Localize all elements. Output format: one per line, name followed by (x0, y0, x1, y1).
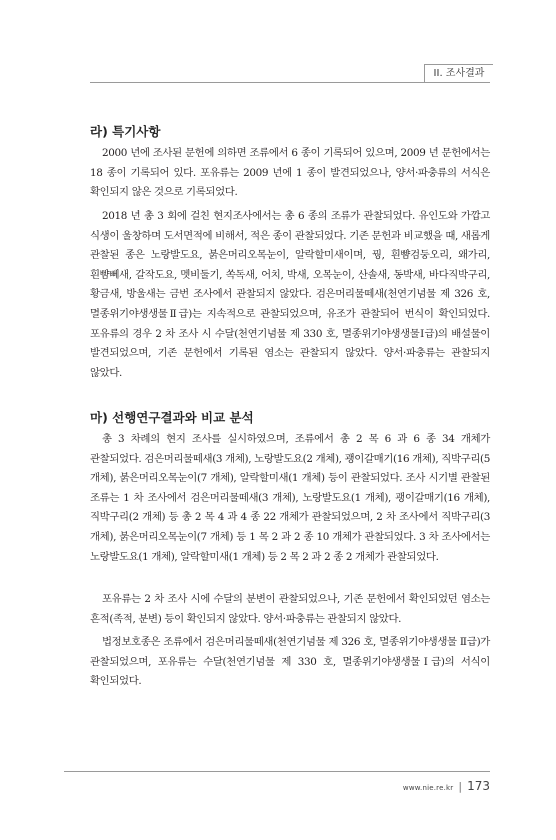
footer-separator: | (458, 780, 463, 793)
paragraph: 법정보호종은 조류에서 검은머리물떼새(천연기념물 제 326 호, 멸종위기야생생물 Ⅱ급)가 관찰되었으며, 포유류는 수달(천연기념물 제 330 호, 멸종위기야생생물Ⅰ급)의 서식이 확인되었다. (90, 636, 490, 688)
section-heading-comparison: 마) 선행연구결과와 비교 분석 (90, 410, 254, 425)
running-header: II. 조사결과 (424, 64, 493, 83)
page-number: 173 (467, 779, 490, 793)
section-heading-remarks: 라) 특기사항 (90, 124, 161, 139)
footer-url: www.nie.re.kr (402, 784, 454, 792)
paragraph: 총 3 차례의 현지 조사를 실시하였으며, 조류에서 총 2 목 6 과 6 종 34 개체가 관찰되었다. 검은머리물떼새(3 개체), 노랑발도요(2 개체), 괭이갈매기(16 개체), 직박구리(5 개체), 붉은머리오목눈이(7 개체), 알락할미새(1 개체) 등이 관찰되었다. 조사 시기별 관찰된 조류는 1 차 조사에서 검은머리물떼새(3 개체), 노랑발도요(1 개체), 괭이갈매기(16 개체), 직박구리(2 개체) 등 총 2 목 4 과 4 종 22 개체가 관찰되었으며, 2 차 조사에서 직박구리(3 개체), 붉은머리오목눈이(7 개체) 등 1 목 2 과 2 종 10 개체가 관찰되었다. 3 차 조사에서는 노랑발도요(1 개체), 알락할미새(1 개체) 등 2 목 2 과 2 종 2 개체가 관찰되었다. (90, 433, 490, 563)
paragraph: 포유류는 2 차 조사 시에 수달의 분변이 관찰되었으나, 기존 문헌에서 확인되었던 염소는 흔적(족적, 분변) 등이 확인되지 않았다. 양서·파충류는 관찰되지 않았다. (90, 593, 490, 625)
footer-rule (64, 771, 490, 772)
page-footer (403, 779, 490, 793)
paragraph: 2018 년 총 3 회에 걸친 현지조사에서는 총 6 종의 조류가 관찰되었다. 유인도와 가깝고 식생이 울창하며 도서면적에 비해서, 적은 종이 관찰되었다. 기존 문헌과 비교했을 때, 새롭게 관찰된 종은 노랑발도요, 붉은머리오목눈이, 알락할미새이며, 꿩, 흰뺨검둥오리, 왜가리, 흰뺨뻬새, 갈작도요, 멧비둘기, 쏙독새, 어치, 박새, 오목눈이, 산솔새, 동박새, 바다직박구리, 황금새, 방울새는 금번 조사에서 관찰되지 않았다. 검은머리물떼새(천연기념물 제 326 호, 멸종위기야생생물Ⅱ급)는 지속적으로 관찰되었으며, 유조가 관찰되어 번식이 확인되었다. 포유류의 경우 2 차 조사 시 수달(천연기념물 제 330 호, 멸종위기야생생물Ⅰ급)의 배설물이 발견되었으며, 기존 문헌에서 기록된 염소는 관찰되지 않았다. 양서·파충류는 관찰되지 않았다. (90, 210, 490, 379)
paragraph: 2000 년에 조사된 문헌에 의하면 조류에서 6 종이 기록되어 있으며, 2009 년 문헌에서는 18 종이 기록되어 있다. 포유류는 2009 년에 1 종이 발견되었으나, 양서·파충류의 서식은 확인되지 않은 것으로 기록되었다. (90, 147, 490, 199)
